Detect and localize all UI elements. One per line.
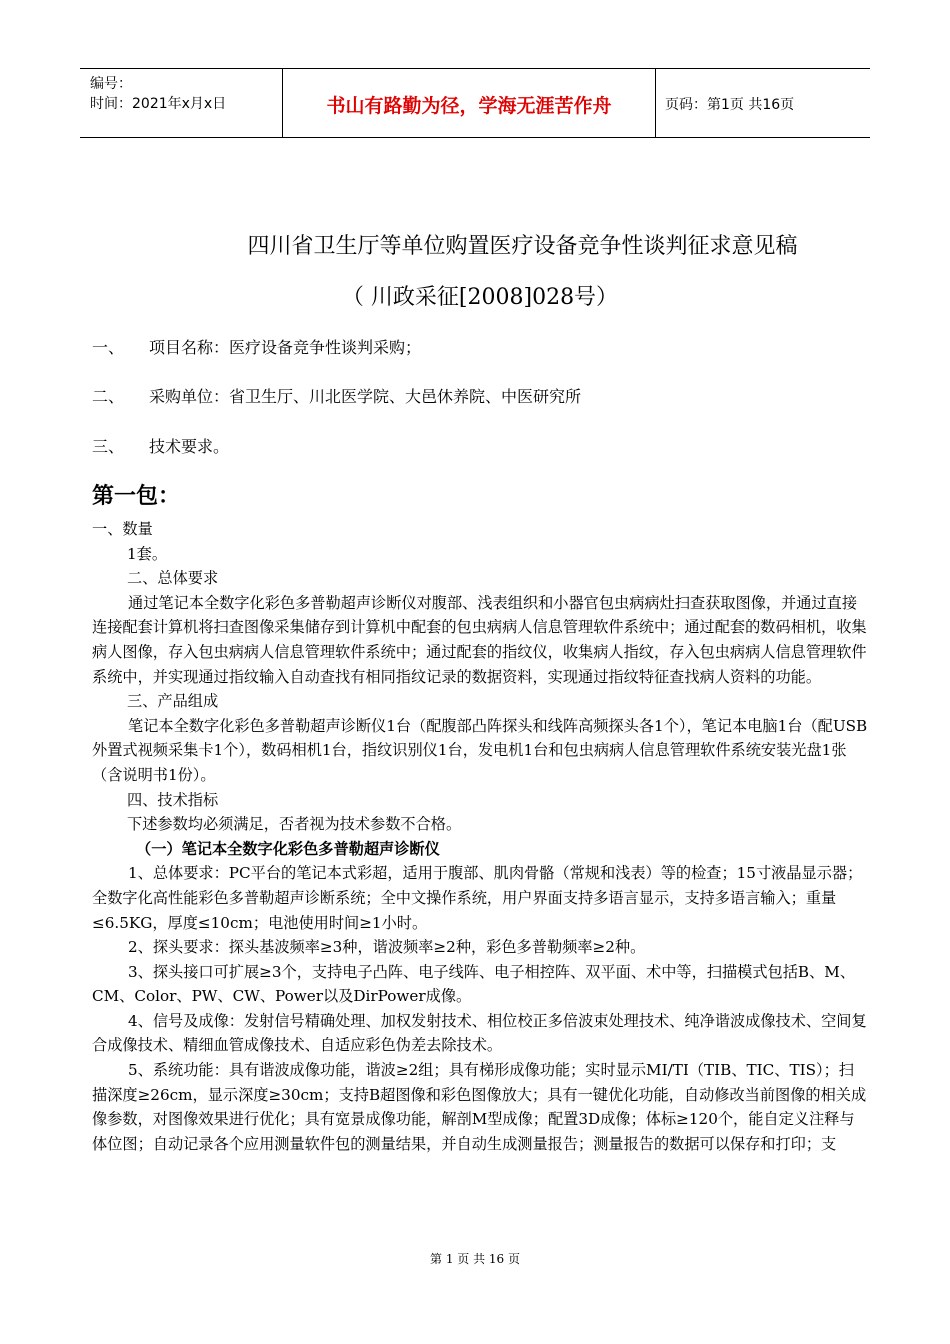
document-date: 时间：2021年x月x日 — [90, 96, 227, 112]
header-page-number: 页码：第1页 共16页 — [665, 97, 795, 113]
section-number: 三、 — [92, 437, 125, 456]
paragraph: 5、系统功能：具有谐波成像功能，谐波≥2组；具有梯形成像功能；实时显示MI/TI（TIB、TIC、TIS）；扫描深度≥26cm，显示深度≥30cm；支持B超图像和彩色图像放大；具有一键优化功能，自动修改当前图像的相关成像参数，对图像效果进行优化；具有宽景成像功能，解剖M型成像；配置3D成像；体标≥120个，能自定义注释与体位图；自动记录各个应用测量软件包的测量结果，并自动生成测量报告；测量报告的数据可以保存和打印；支 — [92, 1061, 867, 1153]
document-title: 四川省卫生厅等单位购置医疗设备竞争性谈判征求意见稿 — [247, 234, 798, 259]
paragraph: 1套。 — [127, 544, 168, 563]
document-subtitle: （ 川政采征[2008]028号） — [341, 285, 619, 310]
document-number-label: 编号： — [90, 76, 132, 92]
paragraph: 下述参数均必须满足，否者视为技术参数不合格。 — [127, 815, 462, 834]
paragraph: 1、总体要求：PC平台的笔记本式彩超，适用于腹部、肌肉骨骼（常规和浅表）等的检查；15寸液晶显示器；全数字化高性能彩色多普勒超声诊断系统；全中文操作系统，用户界面支持多语言显示，支持多语言输入；重量≤6.5KG，厚度≤10cm；电池使用时间≥1小时。 — [92, 864, 863, 932]
section-text: 技术要求。 — [149, 437, 230, 456]
paragraph: 二、总体要求 — [127, 569, 219, 588]
section-number: 一、 — [92, 338, 125, 357]
paragraph: 4、信号及成像：发射信号精确处理、加权发射技术、相位校正多倍波束处理技术、纯净谐波成像技术、空间复合成像技术、精细血管成像技术、自适应彩色伪差去除技术。 — [92, 1011, 867, 1055]
paragraph: 四、技术指标 — [127, 790, 219, 809]
header-slogan: 书山有路勤为径，学海无涯苦作舟 — [326, 95, 612, 117]
paragraph: 笔记本全数字化彩色多普勒超声诊断仪1台（配腹部凸阵探头和线阵高频探头各1个），笔记本电脑1台（配USB外置式视频采集卡1个），数码相机1台，指纹识别仪1台，发电机1台和包虫病病人信息管理软件系统安装光盘1张（含说明书1份）。 — [92, 716, 868, 784]
section-1 — [92, 335, 421, 358]
section-3 — [92, 434, 229, 457]
page-footer: 第 1 页 共 16 页 — [430, 1252, 520, 1266]
section-text: 项目名称：医疗设备竞争性谈判采购； — [149, 338, 422, 357]
section-text: 采购单位：省卫生厅、川北医学院、大邑休养院、中医研究所 — [149, 387, 582, 406]
body-text — [92, 517, 868, 1156]
section-number: 二、 — [92, 387, 125, 406]
paragraph: 三、产品组成 — [127, 692, 219, 711]
header-meta — [80, 69, 282, 137]
header-page-cell — [655, 69, 870, 137]
header-table — [80, 68, 870, 138]
paragraph: 通过笔记本全数字化彩色多普勒超声诊断仪对腹部、浅表组织和小器官包虫病病灶扫查获取图像，并通过直接连接配套计算机将扫查图像采集储存到计算机中配套的包虫病病人信息管理软件系统中；通过配套的数码相机，收集病人图像，存入包虫病病人信息管理软件系统中；通过配套的指纹仪，收集病人指纹，存入包虫病病人信息管理软件系统中，并实现通过指纹输入自动查找有相同指纹记录的数据资料，实现通过指纹特征查找病人资料的功能。 — [92, 593, 867, 686]
paragraph: 2、探头要求：探头基波频率≥3种，谐波频率≥2种，彩色多普勒频率≥2种。 — [128, 938, 646, 957]
subsection-heading: （一）笔记本全数字化彩色多普勒超声诊断仪 — [136, 839, 440, 858]
header-slogan-cell — [282, 69, 656, 137]
section-2 — [92, 384, 581, 407]
package-heading: 第一包： — [92, 484, 181, 509]
paragraph: 3、探头接口可扩展≥3个，支持电子凸阵、电子线阵、电子相控阵、双平面、术中等，扫描模式包括B、M、CM、Color、PW、CW、Power以及DirPower成像。 — [92, 962, 856, 1006]
paragraph: 一、数量 — [92, 520, 153, 538]
